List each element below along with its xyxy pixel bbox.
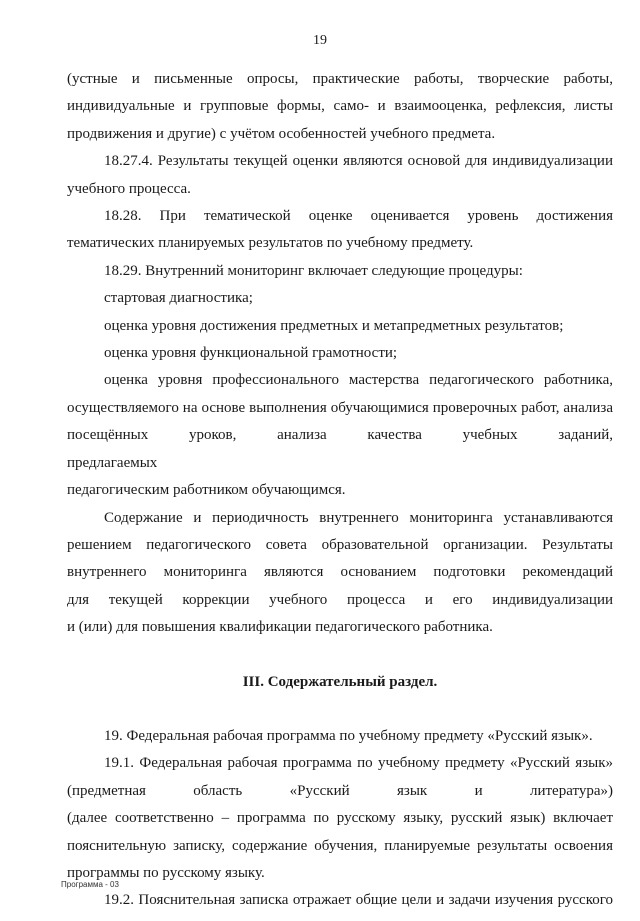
paragraph-19 bbox=[67, 723, 613, 750]
text-line: для текущей коррекции учебного процесса и его индивидуализации bbox=[67, 591, 613, 608]
text-line: 19.1. Федеральная рабочая программа по учебному предмету «Русский язык» bbox=[104, 755, 613, 772]
section-heading: III. Содержательный раздел. bbox=[242, 673, 438, 690]
paragraph-18-29 bbox=[67, 258, 613, 285]
text-line: индивидуальные и групповые формы, само- и взаимооценка, рефлексия, листы bbox=[67, 98, 613, 115]
spacer bbox=[67, 642, 613, 669]
text-line: оценка уровня функциональной грамотности; bbox=[104, 345, 398, 362]
text-line: посещённых уроков, анализа качества учебных заданий, предлагаемых bbox=[67, 427, 613, 471]
text-line: (предметная область «Русский язык и литература») bbox=[67, 782, 613, 799]
text-line: оценка уровня достижения предметных и метапредметных результатов; bbox=[104, 317, 564, 334]
paragraph-monitoring-content bbox=[67, 505, 613, 642]
text-line: пояснительную записку, содержание обучения, планируемые результаты освоения bbox=[67, 837, 613, 854]
text-line: 19. Федеральная рабочая программа по учебному предмету «Русский язык». bbox=[104, 727, 593, 744]
text-line: внутреннего мониторинга являются основанием подготовки рекомендаций bbox=[67, 564, 613, 581]
document-body bbox=[67, 66, 613, 915]
text-line: и (или) для повышения квалификации педагогического работника. bbox=[67, 619, 493, 636]
text-line: тематических планируемых результатов по учебному предмету. bbox=[67, 235, 474, 252]
text-line: (устные и письменные опросы, практические работы, творческие работы, bbox=[67, 71, 613, 87]
text-line: учебного процесса. bbox=[67, 180, 191, 197]
list-item-results-assessment bbox=[67, 313, 613, 340]
paragraph-continuation bbox=[67, 66, 613, 148]
spacer bbox=[67, 696, 613, 723]
paragraph-19-2 bbox=[67, 887, 613, 914]
text-line: 18.28. При тематической оценке оценивается уровень достижения bbox=[104, 208, 613, 225]
text-line: 18.29. Внутренний мониторинг включает следующие процедуры: bbox=[104, 262, 523, 279]
list-item-professional-assessment bbox=[67, 367, 613, 504]
text-line: 19.2. Пояснительная записка отражает общие цели и задачи изучения русского bbox=[104, 892, 613, 909]
text-line: оценка уровня профессионального мастерства педагогического работника, bbox=[104, 372, 613, 389]
text-line: Содержание и периодичность внутреннего мониторинга устанавливаются bbox=[104, 509, 613, 526]
paragraph-18-27-4 bbox=[67, 148, 613, 203]
text-line: продвижения и другие) с учётом особенностей учебного предмета. bbox=[67, 125, 496, 142]
text-line: педагогическим работником обучающимся. bbox=[67, 482, 346, 499]
text-line: (далее соответственно – программа по русскому языку, русский язык) включает bbox=[67, 810, 613, 827]
text-line: осуществляемого на основе выполнения обучающимися проверочных работ, анализа bbox=[67, 399, 613, 416]
list-item-literacy-assessment bbox=[67, 340, 613, 367]
text-line: 18.27.4. Результаты текущей оценки являются основой для индивидуализации bbox=[104, 153, 613, 170]
page-number: 19 bbox=[313, 33, 327, 48]
list-item-start-diagnostics bbox=[67, 285, 613, 312]
text-line: стартовая диагностика; bbox=[104, 290, 253, 307]
paragraph-18-28 bbox=[67, 203, 613, 258]
paragraph-19-1 bbox=[67, 750, 613, 887]
document-footer: Программа - 03 bbox=[61, 880, 119, 889]
text-line: программы по русскому языку. bbox=[67, 864, 265, 881]
text-line: решением педагогического совета образовательной организации. Результаты bbox=[67, 536, 613, 553]
